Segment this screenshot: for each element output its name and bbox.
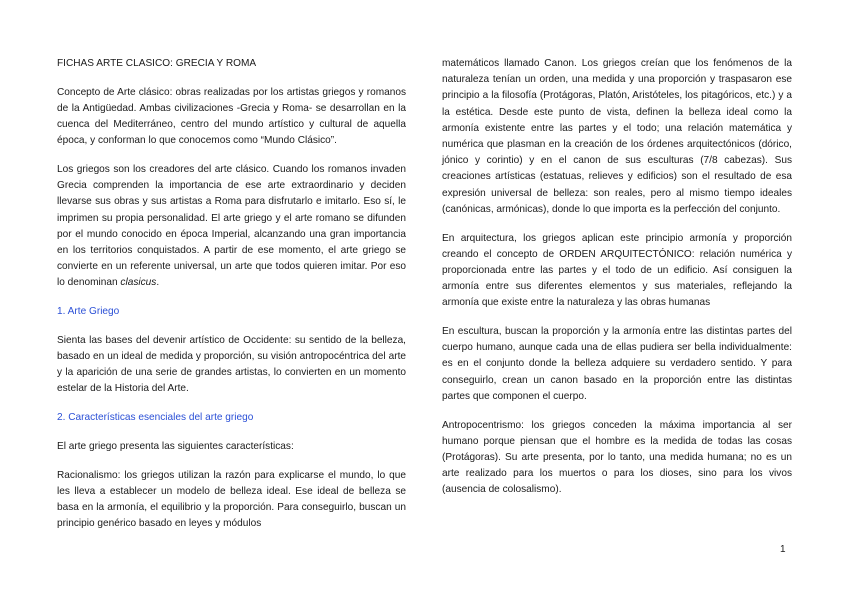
paragraph-intro-caracteristicas: El arte griego presenta las siguientes características: xyxy=(57,440,294,452)
paragraph-canon: matemáticos llamado Canon. Los griegos creían que los fenómenos de la naturaleza tenían un orden, una medida y una proporción y traspasaron ese principio a la filosofía (Protágoras, Platón, Aristóteles, los pitagóricos, etc.) y a la estética. Desde este punto de vista, definen la belleza ideal como la armonía existente entre las partes y el todo; una relación matemática y numérica que plasman en la creación de los órdenes arquitectónicos (dórico, jónico y corintio) y en el canon de sus esculturas (7/8 cabezas). Sus creaciones artísticas (estatuas, relieves y edificios) son el resultado de esa expresión universal de belleza: son reales, pero al mismo tiempo ideales (canónicas, armónicas), donde lo que importa es la perfección del conjunto. xyxy=(442,58,792,215)
paragraph-racionalismo: Racionalismo: los griegos utilizan la razón para explicarse el mundo, lo que les lleva a establecer un modelo de belleza ideal. Ese ideal de belleza se basa en la armonía, el equilibrio y la proporción. Para conseguirlo, buscan un principio genérico basado en leyes y módulos xyxy=(57,469,406,530)
paragraph-antropocentrismo: Antropocentrismo: los griegos conceden la máxima importancia al ser humano porque piensan que el hombre es la medida de todas las cosas (Protágoras). Su arte presenta, por lo tanto, una medida humana; no es un arte realizado para los muertos o para los dioses, sino para los vivos (ausencia de colosalismo). xyxy=(442,419,792,496)
paragraph-escultura: En escultura, buscan la proporción y la armonía entre las distintas partes del cuerpo humano, aunque cada una de ellas pudiera ser bella individualmente: es en el conjunto donde la belleza adquiere su verdadero sentido. Y para conseguirlo, crean un canon basado en la proporción entre las distintas partes que componen el cuerpo. xyxy=(442,326,792,402)
paragraph-creadores-end: . xyxy=(156,277,160,289)
section-heading-caracteristicas: 2. Características esenciales del arte griego xyxy=(57,412,254,424)
right-column xyxy=(442,56,792,511)
paragraph-arquitectura: En arquitectura, los griegos aplican este principio armonía y proporción creando el concepto de ORDEN ARQUITECTÓNICO: relación numérica y proporcionada entre las partes y el todo de un edificio. Así consiguen la armonía entre sus diferentes elementos y sus materiales, reflejando la armonía que existe entre la naturaleza y las obras humanas xyxy=(442,232,792,309)
document-title: FICHAS ARTE CLASICO: GRECIA Y ROMA xyxy=(57,58,257,69)
paragraph-concepto: Concepto de Arte clásico: obras realizadas por los artistas griegos y romanos de la Antigüedad. Ambas civilizaciones -Grecia y Roma- se desarrollan en la cuenca del Mediterráneo, centro del mundo artístico y cultural de aquella época, y conforman lo que conocemos como “Mundo Clásico”. xyxy=(57,86,406,147)
italic-clasicus: clasicus xyxy=(120,277,157,289)
paragraph-bases: Sienta las bases del devenir artístico de Occidente: su sentido de la belleza, basado en un ideal de medida y proporción, su visión antropocéntrica del arte y la aparición de una serie de grandes artistas, lo convierten en un momento estelar de la Historia del Arte. xyxy=(57,334,406,395)
paragraph-creadores-text: Los griegos son los creadores del arte clásico. Cuando los romanos invaden Grecia comprenden la importancia de ese arte extraordinario y deciden llevarse sus obras y sus artistas a Roma para disfrutarlo e imitarlo. Eso sí, le imprimen su propia personalidad. El arte griego y el arte romano se difunden por el mundo conocido en época Imperial, alcanzando una gran importancia en los territorios conquistados. A partir de ese momento, el arte griego se convierte en un referente universal, un arte que todos quieren imitar. Por eso lo denominan xyxy=(57,164,406,289)
left-column xyxy=(57,56,406,545)
paragraph-creadores xyxy=(57,162,406,292)
page-number: 1 xyxy=(780,544,786,555)
section-heading-arte-griego: 1. Arte Griego xyxy=(57,306,120,318)
